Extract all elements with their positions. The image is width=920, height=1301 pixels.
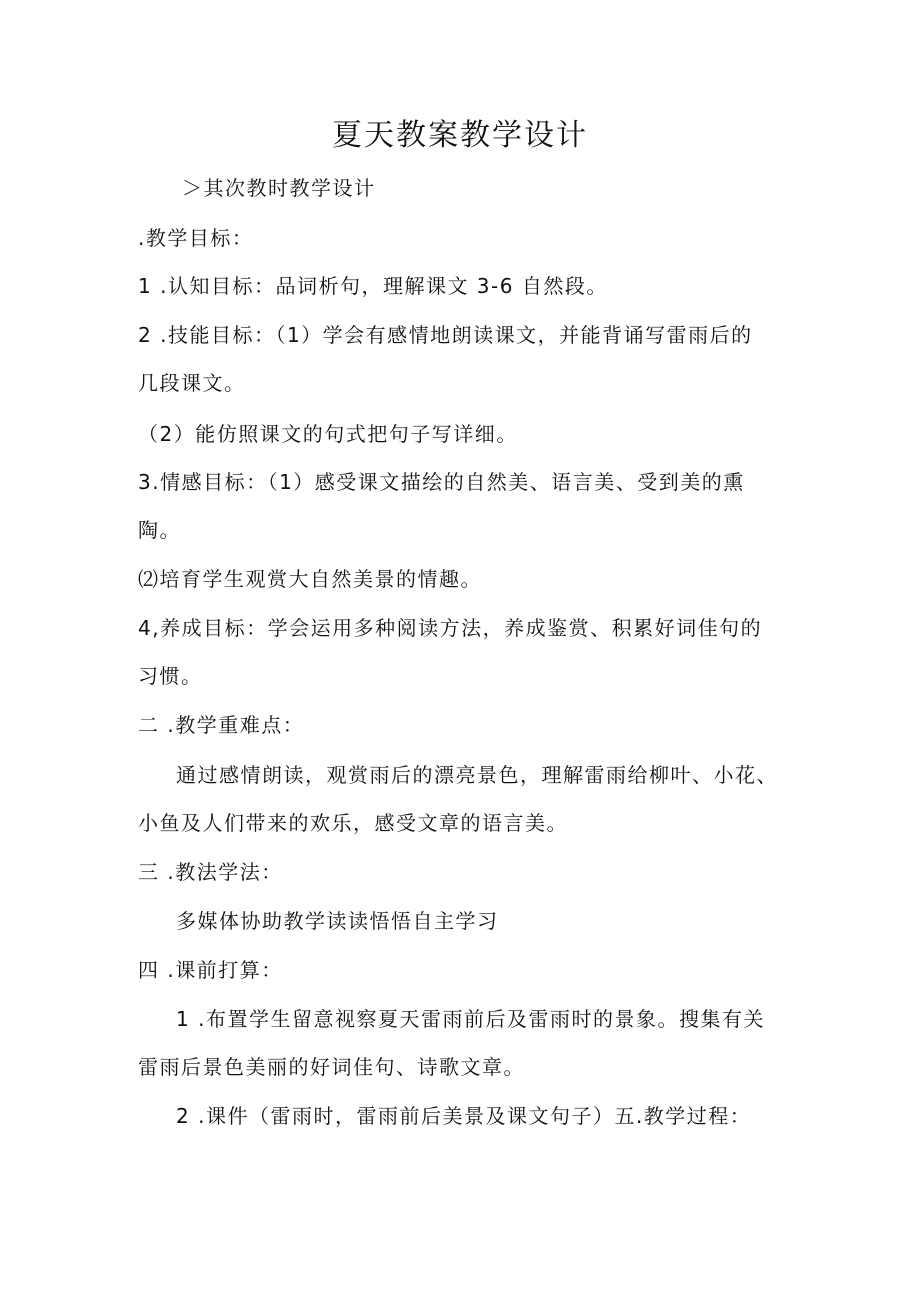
paragraph-line: 1 .认知目标：品词析句，理解课文 3-6 自然段。: [138, 274, 608, 298]
paragraph-line: 陶。: [138, 518, 181, 542]
paragraph-line: （2）能仿照课文的句式把句子写详细。: [138, 422, 518, 446]
page-title: 夏天教案教学设计: [332, 118, 588, 153]
paragraph-line: 雷雨后景色美丽的好词佳句、诗歌文章。: [138, 1055, 525, 1079]
paragraph-line: 3.情感目标：（1）感受课文描绘的自然美、语言美、受到美的熏: [138, 470, 745, 494]
paragraph-line: ⑵培育学生观赏大自然美景的情趣。: [138, 567, 482, 591]
subtitle: ＞其次教时教学设计: [182, 176, 376, 200]
paragraph-line: 几段课文。: [138, 371, 246, 395]
paragraph-line: 4,养成目标：学会运用多种阅读方法，养成鉴赏、积累好词佳句的: [138, 616, 763, 640]
section-heading-methods: 三 .教法学法：: [138, 860, 283, 884]
section-heading-preparation: 四 .课前打算：: [138, 958, 283, 982]
section-heading-key-points: 二 .教学重难点：: [138, 713, 305, 737]
paragraph-line: 多媒体协助教学读读悟悟自主学习: [176, 909, 499, 933]
section-heading-objectives: .教学目标：: [138, 226, 254, 250]
paragraph-line: 习惯。: [138, 664, 203, 688]
paragraph-line: 2 .课件（雷雨时，雷雨前后美景及课文句子）五.教学过程：: [176, 1104, 752, 1128]
paragraph-line: 2 .技能目标：（1）学会有感情地朗读课文，并能背诵写雷雨后的: [138, 323, 753, 347]
paragraph-line: 通过感情朗读，观赏雨后的漂亮景色，理解雷雨给柳叶、小花、: [176, 763, 778, 787]
paragraph-line: 1 .布置学生留意视察夏天雷雨前后及雷雨时的景象。搜集有关: [176, 1007, 765, 1031]
paragraph-line: 小鱼及人们带来的欢乐，感受文章的语言美。: [138, 811, 568, 835]
